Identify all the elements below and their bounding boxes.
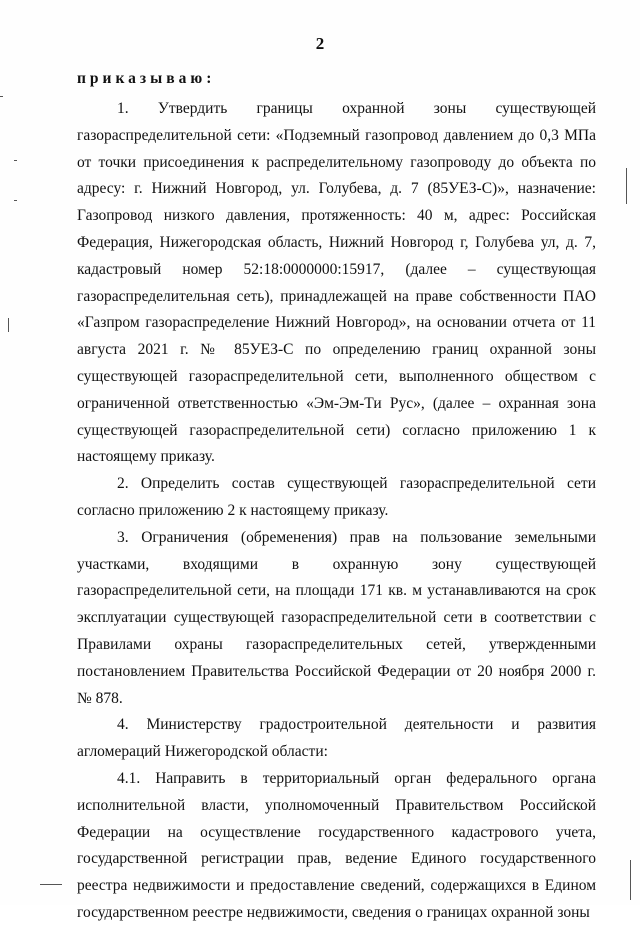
paragraph-1: 1. Утвердить границы охранной зоны существующей газораспределительной сети: «Подземный газопровод давлением до 0,3 МПа от точки присоединения к распределительному газопроводу до объекта по адресу: г. Нижний Новгород, ул. Голубева, д. 7 (85УЕЗ-С)», назначение: Газопровод низкого давления, протяженность: 40 м, адрес: Российская Федерация, Нижегородская область, Нижний Новгород г, Голубева ул, д. 7, кадастровый номер 52:18:0000000:15917, (далее – существующая газораспределительная сеть), принадлежащей на праве собственности ПАО «Газпром газораспределение Нижний Новгород», на основании отчета от 11 августа 2021 г. № 85УЕЗ-С по определению границ охранной зоны существующей газораспределительной сети, выполненного обществом с ограниченной ответственностью «Эм-Эм-Ти Рус», (далее – охранная зона существующей газораспределительной сети) согласно приложению 1 к настоящему приказу. — [77, 100, 596, 466]
paragraph-4-1: 4.1. Направить в территориальный орган федерального органа исполнительной власти, уполномоченный Правительством Российской Федерации на осуществление государственного кадастрового учета, государственной регистрации прав, ведение Единого государственного реестра недвижимости и предоставление сведений, содержащихся в Едином государственном реестре недвижимости, сведения о границах охранной зоны — [77, 769, 596, 921]
scan-mark — [0, 96, 3, 97]
paragraph-3: 3. Ограничения (обременения) прав на пользование земельными участками, входящими в охранную зону существующей газораспределительной сети, на площади 171 кв. м устанавливаются на срок эксплуатации существующей газораспределительной сети в соответствии с Правилами охраны газораспределительных сетей, утвержденными постановлением Правительства Российской Федерации от 20 ноября 2000 г. № 878. — [77, 528, 596, 707]
scan-mark — [8, 318, 9, 332]
scan-mark — [14, 160, 17, 161]
order-heading: приказываю: — [77, 70, 216, 87]
scan-mark — [626, 168, 627, 204]
paragraph-2: 2. Определить состав существующей газораспределительной сети согласно приложению 2 к настоящему приказу. — [77, 475, 596, 519]
paragraph-4: 4. Министерству градостроительной деятельности и развития агломераций Нижегородской области: — [77, 716, 596, 761]
scan-mark — [40, 884, 62, 885]
scan-mark — [14, 200, 17, 201]
document-body — [77, 96, 596, 927]
scan-mark — [630, 860, 631, 900]
page-number: 2 — [315, 34, 325, 53]
